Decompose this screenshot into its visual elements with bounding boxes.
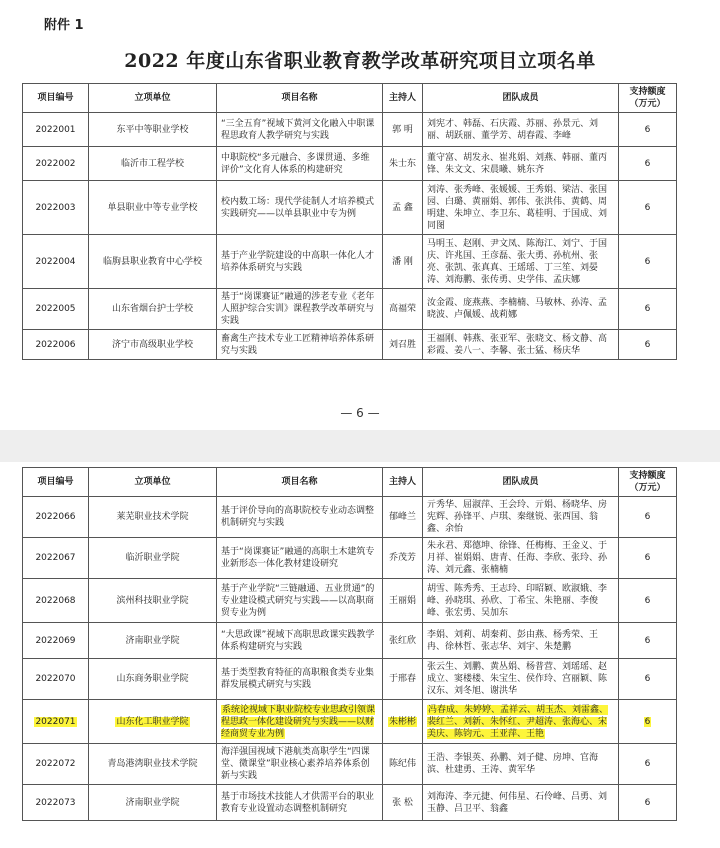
table-row <box>23 181 677 235</box>
header-members: 团队成员 <box>423 84 619 113</box>
project-host: 王丽娟 <box>388 595 416 606</box>
project-name: “三全五育”视域下黄河文化融入中职课程思政育人教学研究与实践 <box>221 118 375 141</box>
project-host-cell <box>383 330 423 360</box>
project-members: 胡雪、陈秀秀、王志玲、印昭颖、欧淑娥、李峰、孙晓琪、孙欣、丁希宝、朱艳丽、李俊峰、张宏勇、吴加东 <box>427 583 608 618</box>
project-members-cell <box>423 113 619 147</box>
project-funding-cell <box>619 623 677 659</box>
project-name-cell <box>217 330 383 360</box>
project-id: 2022004 <box>35 256 76 267</box>
project-name-cell <box>217 623 383 659</box>
project-funding: 6 <box>644 124 651 135</box>
project-members: 汝金霞、庞燕燕、李楠楠、马敏林、孙涛、孟晓波、卢佩媛、战莉娜 <box>427 298 608 320</box>
document-title: 2022 年度山东省职业教育教学改革研究项目立项名单 <box>124 50 596 72</box>
project-name: 基于产业学院建设的中高职一体化人才培养体系研究与实践 <box>221 250 375 273</box>
project-name-cell <box>217 579 383 623</box>
project-name-cell <box>217 497 383 538</box>
project-unit: 东平中等职业学校 <box>116 124 189 135</box>
project-id: 2022069 <box>35 635 76 646</box>
project-funding: 6 <box>644 202 651 213</box>
project-funding-cell <box>619 497 677 538</box>
header-funding: 支持额度（万元） <box>619 468 677 497</box>
project-name: 系统论视域下职业院校专业思政引领课程思政一体化建设研究与实践——以财经商贸专业为例 <box>221 704 376 739</box>
project-funding-cell <box>619 235 677 289</box>
project-unit-cell <box>89 181 217 235</box>
project-unit: 单县职业中等专业学校 <box>107 202 198 213</box>
project-unit: 济南职业学院 <box>125 635 180 646</box>
project-members: 王浩、李银英、孙鹏、刘子健、房坤、官海滨、杜建勇、王涛、黄军华 <box>427 753 599 775</box>
table-row <box>23 659 677 700</box>
project-host: 高福荣 <box>388 304 416 314</box>
project-name-cell <box>217 113 383 147</box>
attachment-label: 附件 1 <box>44 18 84 33</box>
project-name-cell <box>217 289 383 330</box>
project-id-cell <box>23 785 89 821</box>
project-funding: 6 <box>644 512 651 522</box>
project-unit: 滨州科技职业学院 <box>116 595 189 606</box>
header-funding: 支持额度（万元） <box>619 84 677 113</box>
project-unit-cell <box>89 623 217 659</box>
project-name-cell <box>217 235 383 289</box>
project-funding: 6 <box>644 716 651 727</box>
project-id-cell <box>23 235 89 289</box>
project-funding: 6 <box>644 158 651 169</box>
project-host-cell <box>383 497 423 538</box>
table-row <box>23 330 677 360</box>
project-members-cell <box>423 538 619 579</box>
project-host: 朱彬彬 <box>388 716 416 727</box>
project-id-cell <box>23 113 89 147</box>
project-members-cell <box>423 700 619 744</box>
project-name-cell <box>217 147 383 181</box>
project-id-cell <box>23 497 89 538</box>
project-unit-cell <box>89 147 217 181</box>
project-host-cell <box>383 147 423 181</box>
project-unit-cell <box>89 659 217 700</box>
table-row <box>23 147 677 181</box>
project-funding: 6 <box>644 595 651 606</box>
project-host-cell <box>383 659 423 700</box>
project-id: 2022068 <box>35 595 76 606</box>
project-id: 2022006 <box>35 339 76 350</box>
project-unit-cell <box>89 330 217 360</box>
header-id: 项目编号 <box>23 84 89 113</box>
project-members-cell <box>423 744 619 785</box>
project-host-cell <box>383 235 423 289</box>
page-separator <box>0 430 720 462</box>
project-id: 2022072 <box>35 759 76 769</box>
project-members-cell <box>423 181 619 235</box>
project-id: 2022071 <box>35 716 76 727</box>
project-unit-cell <box>89 113 217 147</box>
project-id: 2022003 <box>35 202 76 213</box>
project-id: 2022001 <box>35 124 76 135</box>
project-id: 2022070 <box>35 674 76 684</box>
project-members-cell <box>423 330 619 360</box>
project-name-cell <box>217 785 383 821</box>
project-members-cell <box>423 659 619 700</box>
project-unit-cell <box>89 235 217 289</box>
project-name: 基于类型教育特征的高职粮食类专业集群发展模式研究与实践 <box>221 668 375 690</box>
project-funding: 6 <box>644 797 651 808</box>
project-host-cell <box>383 700 423 744</box>
project-unit-cell <box>89 579 217 623</box>
table-row <box>23 700 677 744</box>
project-host: 孟 鑫 <box>392 202 413 213</box>
project-members: 刘涛、张秀峰、张媛媛、王秀娟、梁洁、张国园、白璐、黄丽娟、郭伟、张洪伟、黄鹤、周明建、朱坤立、李卫东、葛桂明、于国成、刘同图 <box>427 184 608 231</box>
table-row <box>23 289 677 330</box>
project-name: 基于评价导向的高职院校专业动态调整机制研究与实践 <box>221 506 375 528</box>
project-id: 2022005 <box>35 304 76 314</box>
project-host-cell <box>383 113 423 147</box>
table-row <box>23 497 677 538</box>
project-unit-cell <box>89 785 217 821</box>
project-funding-cell <box>619 659 677 700</box>
project-unit: 莱芜职业技术学院 <box>116 512 189 522</box>
project-funding-cell <box>619 113 677 147</box>
project-host-cell <box>383 289 423 330</box>
table-row <box>23 113 677 147</box>
project-id: 2022066 <box>35 512 76 522</box>
project-funding: 6 <box>644 339 651 350</box>
project-funding-cell <box>619 700 677 744</box>
project-unit-cell <box>89 744 217 785</box>
project-members: 冯春成、朱婷婷、孟祥云、胡玉杰、刘雷鑫、裴红兰、刘新、朱怀红、尹超涛、张海心、宋美庆、陈钧元、王亚萍、王艳 <box>427 704 609 739</box>
project-unit: 临沂职业学院 <box>125 553 180 563</box>
project-id-cell <box>23 330 89 360</box>
project-host-cell <box>383 538 423 579</box>
table-header-row <box>23 84 677 113</box>
project-host: 陈纪伟 <box>388 759 416 769</box>
project-unit-cell <box>89 289 217 330</box>
project-name: 中职院校“多元融合、多课贯通、多维评价”文化育人体系的构建研究 <box>221 152 370 175</box>
project-id-cell <box>23 538 89 579</box>
project-funding-cell <box>619 744 677 785</box>
project-members: 朱永君、郑德坤、徐锋、任梅梅、王金义、于月祥、崔娟娟、唐青、任海、李欣、张玲、孙涛、刘元鑫、张楠楠 <box>427 541 608 575</box>
project-id-cell <box>23 659 89 700</box>
project-funding: 6 <box>644 759 651 769</box>
project-members: 李娟、刘莉、胡秦莉、彭由燕、杨秀荣、王冉、徐林哲、张志华、刘宇、朱楚鹏 <box>427 629 599 652</box>
project-id-cell <box>23 579 89 623</box>
project-name: 基于产业学院“三链融通、五业贯通”的专业建设模式研究与实践——以高职商贸专业为例 <box>221 583 375 618</box>
project-host-cell <box>383 181 423 235</box>
project-members-cell <box>423 147 619 181</box>
header-host: 主持人 <box>383 468 423 497</box>
table-row <box>23 744 677 785</box>
project-host: 潘 刚 <box>392 256 413 267</box>
project-unit: 临朐县职业教育中心学校 <box>102 256 202 267</box>
project-unit-cell <box>89 538 217 579</box>
project-host: 朱士东 <box>388 158 416 169</box>
project-members: 王福刚、韩燕、张亚军、张晓文、杨文静、高彩霞、姜八一、李馨、张士猛、杨庆华 <box>427 333 608 356</box>
project-funding: 6 <box>644 304 651 314</box>
project-id-cell <box>23 289 89 330</box>
project-unit: 山东省烟台护士学校 <box>111 304 193 314</box>
project-host: 张红欣 <box>388 635 416 646</box>
table-row <box>23 235 677 289</box>
project-id-cell <box>23 147 89 181</box>
table-row <box>23 579 677 623</box>
table-row <box>23 623 677 659</box>
project-host: 郁峰兰 <box>388 512 416 522</box>
project-id: 2022002 <box>35 158 76 169</box>
header-name: 项目名称 <box>217 468 383 497</box>
project-host-cell <box>383 744 423 785</box>
project-host-cell <box>383 579 423 623</box>
header-host: 主持人 <box>383 84 423 113</box>
project-id: 2022067 <box>35 553 76 563</box>
project-members-cell <box>423 497 619 538</box>
project-name: 基于市场技术技能人才供需平台的职业教育专业设置动态调整机制研究 <box>221 791 375 814</box>
project-members: 亓秀华、屈淑萍、王会玲、亓娟、杨晓华、房宪辉、孙锋平、卢琪、秦继锐、张西国、翁鑫、余怡 <box>427 500 608 534</box>
project-name-cell <box>217 659 383 700</box>
project-members: 董守富、胡发永、崔兆娟、刘燕、韩丽、董丙锋、朱文文、宋晨曦、姚东齐 <box>427 152 608 175</box>
project-host: 张 松 <box>392 797 413 808</box>
table-header-row <box>23 468 677 497</box>
project-funding-cell <box>619 181 677 235</box>
project-host: 乔茂芳 <box>388 553 416 563</box>
project-host: 刘召胜 <box>388 339 416 350</box>
project-members: 张云生、刘鹏、黄丛娟、杨普营、刘瑶瑶、赵成立、窦楼楼、朱宝生、侯作玲、宫丽颖、陈汉东、刘冬旭、谢洪华 <box>427 662 608 696</box>
project-members-cell <box>423 579 619 623</box>
project-name-cell <box>217 744 383 785</box>
project-members-cell <box>423 623 619 659</box>
project-host-cell <box>383 785 423 821</box>
project-funding: 6 <box>644 674 651 684</box>
project-id-cell <box>23 700 89 744</box>
project-members: 刘宪才、韩磊、石庆霞、苏丽、孙景元、刘丽、胡跃丽、董学芳、胡春霞、李峰 <box>427 118 599 141</box>
project-funding: 6 <box>644 256 651 267</box>
project-host: 郭 明 <box>392 124 413 135</box>
project-name: 校内数工场：现代学徒制人才培养模式实践研究——以单县职业中专为例 <box>221 196 375 219</box>
project-funding-cell <box>619 330 677 360</box>
project-members-cell <box>423 235 619 289</box>
header-unit: 立项单位 <box>89 468 217 497</box>
header-unit: 立项单位 <box>89 84 217 113</box>
project-funding-cell <box>619 538 677 579</box>
project-unit: 青岛港湾职业技术学院 <box>107 759 198 769</box>
project-unit: 山东商务职业学院 <box>116 674 189 684</box>
project-funding-cell <box>619 289 677 330</box>
project-table-2 <box>22 467 677 821</box>
project-unit: 山东化工职业学院 <box>116 716 189 727</box>
project-members-cell <box>423 785 619 821</box>
project-unit: 临沂市工程学校 <box>120 158 184 169</box>
project-unit: 济宁市高级职业学校 <box>111 339 193 350</box>
project-unit-cell <box>89 700 217 744</box>
project-id-cell <box>23 623 89 659</box>
table-row <box>23 785 677 821</box>
project-name: 畜禽生产技术专业工匠精神培养体系研究与实践 <box>221 333 375 356</box>
project-name-cell <box>217 181 383 235</box>
project-id: 2022073 <box>35 797 76 808</box>
header-id: 项目编号 <box>23 468 89 497</box>
table-row <box>23 538 677 579</box>
project-unit-cell <box>89 497 217 538</box>
project-funding-cell <box>619 785 677 821</box>
project-unit: 济南职业学院 <box>125 797 180 808</box>
project-members: 马明玉、赵刚、尹文凤、陈海江、刘宁、于国庆、许兆国、王彦磊、张大勇、孙杭州、张亮、张凯、张真真、王瑶瑶、丁三笙、刘晏涛、刘海鹏、张传勇、史学伟、孟庆娜 <box>427 238 608 285</box>
project-name: 基于“岗课赛证”融通的高职土木建筑专业新形态一体化教材建设研究 <box>221 547 375 569</box>
project-funding-cell <box>619 147 677 181</box>
project-name: “大思政课”视域下高职思政课实践教学体系构建研究与实践 <box>221 629 375 652</box>
header-members: 团队成员 <box>423 468 619 497</box>
page-number: — 6 — <box>340 406 380 420</box>
project-members-cell <box>423 289 619 330</box>
project-funding-cell <box>619 579 677 623</box>
project-name: 海洋强国视域下港航类高职学生“四课堂、微课堂”职业核心素养培养体系创新与实践 <box>221 747 370 781</box>
project-funding: 6 <box>644 553 651 563</box>
project-host: 于邢春 <box>388 674 416 684</box>
project-members: 刘海涛、李元捷、何伟星、石伶峰、吕勇、刘玉静、吕卫平、翁鑫 <box>427 791 608 814</box>
project-table-1 <box>22 83 677 360</box>
project-id-cell <box>23 744 89 785</box>
project-id-cell <box>23 181 89 235</box>
header-name: 项目名称 <box>217 84 383 113</box>
project-funding: 6 <box>644 635 651 646</box>
project-name-cell <box>217 700 383 744</box>
project-name: 基于“岗课赛证”融通的涉老专业《老年人照护综合实训》课程教学改革研究与实践 <box>221 292 375 326</box>
project-name-cell <box>217 538 383 579</box>
project-host-cell <box>383 623 423 659</box>
